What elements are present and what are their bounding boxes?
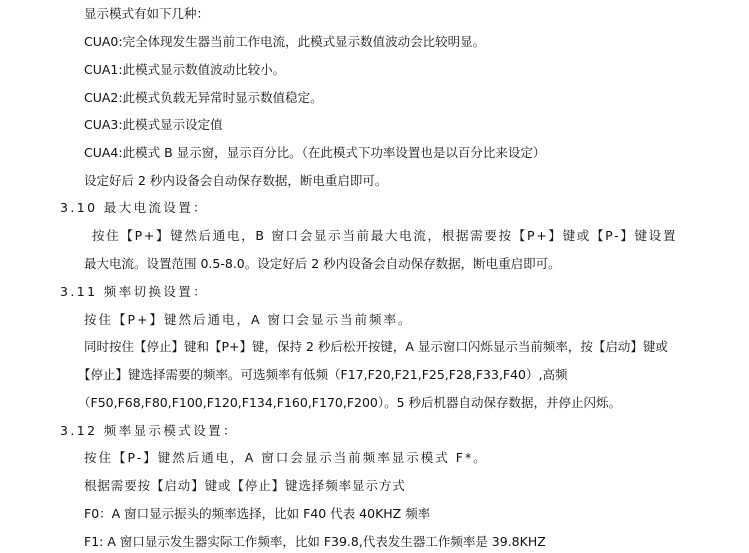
mode-cua0-text: CUA0:完全体现发生器当前工作电流，此模式显示数值波动会比较明显。: [84, 34, 486, 49]
frequency-options-low: 【停止】键选择需要的频率。可选频率有低频（F17,F20,F21,F25,F28,F33,F40）,高频: [78, 367, 568, 382]
frequency-display-choose-text: 根据需要按【启动】键或【停止】键选择频率显示方式: [84, 478, 406, 493]
mode-f0-text: F0：A 窗口显示振头的频率选择，比如 F40 代表 40KHZ 频率: [84, 506, 431, 521]
frequency-switch-instruction: 按住【P+】键然后通电，A 窗口会显示当前频率。: [84, 312, 413, 327]
mode-f1-text: F1: A 窗口显示发生器实际工作频率，比如 F39.8,代表发生器工作频率是 39.8KHZ: [84, 534, 546, 549]
mode-cua1-text: CUA1:此模式显示数值波动比较小。: [84, 62, 286, 77]
mode-cua2-text: CUA2:此模式负载无异常时显示数值稳定。: [84, 90, 323, 105]
frequency-switch-steps: 同时按住【停止】键和【P+】键，保持 2 秒后松开按键，A 显示窗口闪烁显示当前频率，按【启动】键或: [84, 339, 668, 354]
save-note-text: 设定好后 2 秒内设备会自动保存数据，断电重启即可。: [84, 173, 388, 188]
frequency-display-instruction: 按住【P-】键然后通电，A 窗口会显示当前频率显示模式 F*。: [84, 450, 488, 465]
max-current-instruction: 按住【P+】键然后通电，B 窗口会显示当前最大电流，根据需要按【P+】键或【P-】键设置: [92, 228, 678, 243]
mode-cua4-text: CUA4:此模式 B 显示窗，显示百分比。（在此模式下功率设置也是以百分比来设定）: [84, 145, 546, 160]
section-3-10-heading: 3.10 最大电流设置：: [60, 200, 209, 215]
section-3-12-heading: 3.12 频率显示模式设置：: [60, 423, 238, 438]
max-current-range-text: 最大电流。设置范围 0.5-8.0。设定好后 2 秒内设备会自动保存数据，断电重启即可。: [84, 256, 561, 271]
section-3-11-heading: 3.11 频率切换设置：: [60, 284, 209, 299]
mode-cua3-text: CUA3:此模式显示设定值: [84, 117, 223, 132]
display-mode-intro: 显示模式有如下几种：: [84, 6, 210, 21]
frequency-options-high: （F50,F68,F80,F100,F120,F134,F160,F170,F200）。5 秒后机器自动保存数据，并停止闪烁。: [78, 395, 622, 410]
